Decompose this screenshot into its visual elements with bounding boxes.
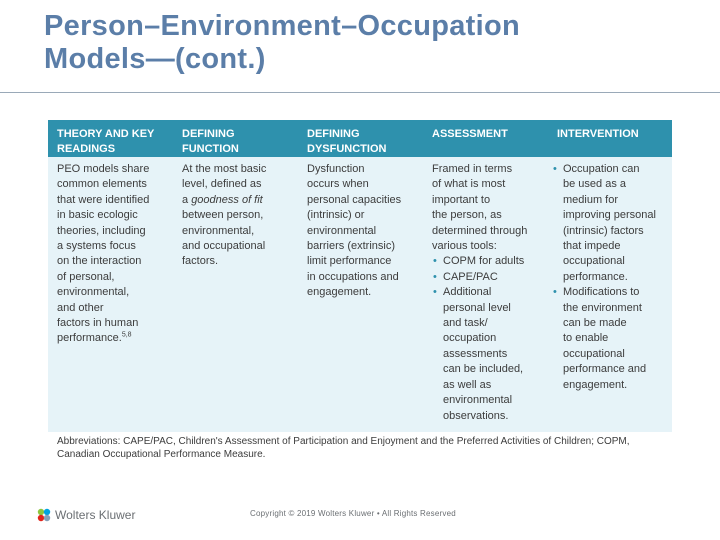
slide-title-line-2: Models—(cont.) — [44, 43, 266, 75]
slide-title — [44, 10, 684, 76]
assessment-intro: Framed in terms of what is most important to the person, as determined through various tools: — [432, 163, 528, 253]
cell-theory — [48, 157, 173, 424]
assessment-item: • CAPE/PAC — [432, 270, 542, 285]
header-dysfunction: DEFINING DYSFUNCTION — [298, 120, 423, 157]
assessment-item: • Additional personal level and task/ occupation assessments can be included, as well as environmental observations. — [432, 285, 542, 424]
header-theory: THEORY AND KEY READINGS — [48, 120, 173, 157]
footer-logo-text: Wolters Kluwer — [55, 508, 136, 522]
header-assessment: ASSESSMENT — [423, 120, 548, 157]
theory-text: PEO models share common elements that were identified in basic ecologic theories, including a systems focus on the interaction of personal, environmental, and other factors in human performance. — [57, 163, 150, 345]
abbreviations-note: Abbreviations: CAPE/PAC, Children's Assessment of Participation and Enjoyment and the Preferred Activities of Children; COPM, Canadian Occupational Performance Measure. — [57, 436, 630, 460]
function-text-pre: At the most basic level, defined as a — [182, 163, 267, 206]
function-text-post: between person, environmental, and occupational factors. — [182, 209, 266, 268]
intervention-list — [552, 162, 666, 393]
function-text-emphasis: goodness of fit — [191, 193, 263, 206]
cell-intervention — [548, 157, 672, 424]
cell-dysfunction — [298, 157, 423, 424]
peo-models-table — [48, 120, 672, 432]
slide-title-line-1: Person–Environment–Occupation — [44, 10, 521, 42]
theory-reference: 5,8 — [121, 331, 132, 339]
copyright-notice: Copyright © 2019 Wolters Kluwer • All Rights Reserved — [250, 509, 456, 518]
cell-assessment — [423, 157, 548, 424]
footer-logo — [36, 506, 135, 524]
header-intervention: INTERVENTION — [548, 120, 672, 157]
assessment-list — [432, 254, 542, 423]
wolters-kluwer-logo-icon — [36, 507, 52, 523]
table-header-row — [48, 120, 672, 157]
table-row — [48, 157, 672, 424]
intervention-item: • Modifications to the environment can be made to enable occupational performance and engagement. — [552, 285, 666, 393]
dysfunction-text: Dysfunction occurs when personal capacities (intrinsic) or environmental barriers (extrinsic) limit performance in occupations and engagement. — [307, 163, 402, 299]
title-divider — [0, 92, 720, 93]
assessment-item: • COPM for adults — [432, 254, 542, 269]
cell-function — [173, 157, 298, 424]
intervention-item: • Occupation can be used as a medium for improving personal (intrinsic) factors that impede occupational performance. — [552, 162, 666, 285]
header-function: DEFINING FUNCTION — [173, 120, 298, 157]
